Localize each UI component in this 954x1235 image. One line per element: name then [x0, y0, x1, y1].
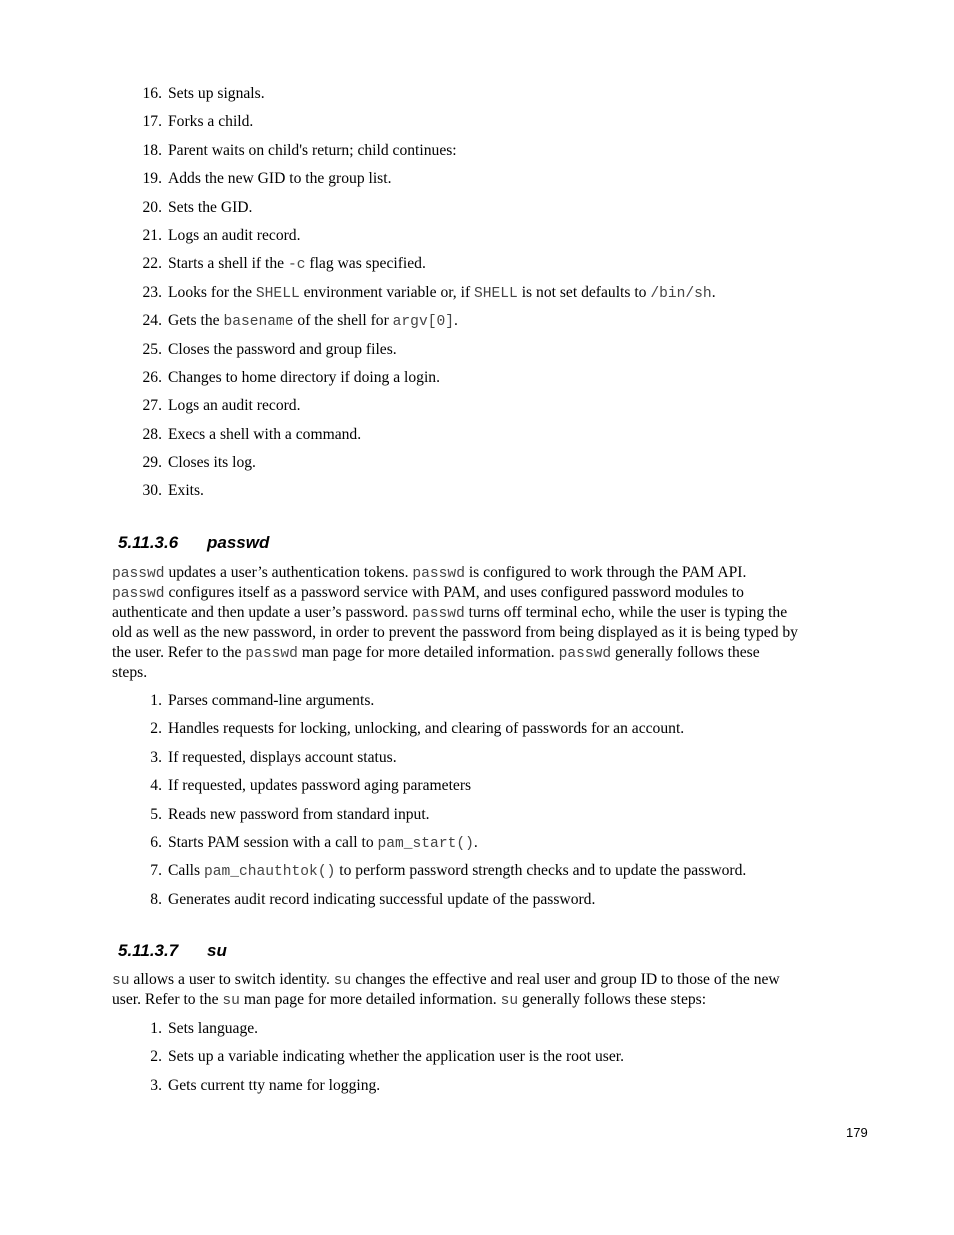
list-item-number: 1.: [150, 692, 162, 709]
section-number: 5.11.3.7: [118, 941, 179, 960]
list-item: [0, 1015, 954, 1043]
list-item: [0, 279, 954, 307]
list-item-text: [168, 801, 430, 829]
text-run: Logs an audit record.: [168, 397, 301, 415]
paragraph-line: [112, 970, 872, 990]
text-run: environment variable or, if: [299, 283, 475, 301]
list-item-text: [168, 108, 253, 136]
list-item-text: [168, 222, 301, 250]
list-item: [0, 449, 954, 477]
text-run: of the shell for: [293, 312, 393, 330]
text-run: steps.: [112, 664, 148, 681]
text-run: the user. Refer to the: [112, 644, 246, 661]
text-run: Generates audit record indicating successful update of the password.: [168, 890, 596, 908]
list-item: [0, 886, 954, 914]
text-run: Sets up a variable indicating whether the application user is the root user.: [168, 1048, 624, 1066]
code-term: su: [333, 973, 352, 989]
text-run: changes the effective and real user and group ID to those of the new: [351, 971, 780, 988]
list-item: [0, 165, 954, 193]
list-item: [0, 108, 954, 136]
list-item: [0, 194, 954, 222]
list-item-text: [168, 80, 265, 108]
list-item-number: 26.: [142, 368, 162, 386]
passwd-steps-list: [0, 687, 954, 914]
list-item-text: [168, 279, 716, 308]
text-run: Sets language.: [168, 1020, 259, 1037]
list-item-number: 24.: [142, 312, 162, 330]
paragraph-line: [112, 603, 872, 623]
code-term: passwd: [412, 606, 465, 622]
text-run: old as well as the new password, in order to prevent the password from being displayed as it is being typed by: [112, 624, 798, 641]
paragraph-line: [112, 583, 872, 603]
text-run: Logs an audit record.: [168, 226, 301, 244]
list-item-text: [168, 477, 204, 505]
passwd-description: [112, 563, 872, 683]
text-run: Parses command-line arguments.: [168, 692, 375, 709]
list-item: [0, 477, 954, 505]
list-item-text: [168, 687, 374, 715]
list-item: [0, 250, 954, 278]
list-item-text: [168, 165, 391, 193]
text-run: Sets up signals.: [168, 85, 265, 102]
text-run: .: [473, 833, 478, 851]
list-item: [0, 829, 954, 857]
list-item: [0, 1043, 954, 1071]
code-term: su: [500, 993, 519, 1009]
text-run: Calls: [168, 862, 204, 880]
list-item: [0, 336, 954, 364]
list-item: [0, 857, 954, 885]
list-item-number: 28.: [142, 425, 162, 443]
list-item-number: 16.: [142, 85, 162, 102]
text-run: is not set defaults to: [517, 283, 651, 301]
paragraph-line: [112, 563, 872, 583]
code-term: su: [222, 993, 240, 1009]
list-item-text: [168, 137, 457, 165]
text-run: Execs a shell with a command.: [168, 425, 362, 443]
text-run: turns off terminal echo, while the user is typing the: [464, 604, 788, 621]
code-term: passwd: [112, 586, 165, 602]
steps-list-continued: [0, 80, 954, 506]
list-item-text: [168, 744, 397, 772]
text-run: user. Refer to the: [112, 991, 223, 1008]
list-item-number: 1.: [150, 1020, 162, 1037]
code-term: argv[0]: [392, 314, 454, 331]
list-item-number: 3.: [150, 1076, 162, 1094]
list-item-number: 7.: [150, 862, 162, 880]
list-item: [0, 421, 954, 449]
text-run: Handles requests for locking, unlocking, and clearing of passwords for an account.: [168, 720, 685, 738]
text-run: Starts PAM session with a call to: [168, 833, 378, 851]
text-run: configures itself as a password service with PAM, and uses configured password modules to: [164, 584, 744, 601]
text-run: Starts a shell if the: [168, 255, 288, 273]
code-term: SHELL: [474, 285, 518, 302]
list-item-number: 17.: [142, 113, 162, 131]
text-run: Gets the: [168, 312, 224, 330]
list-item-number: 3.: [150, 748, 162, 766]
list-item-text: [168, 307, 458, 336]
code-term: -c: [287, 257, 306, 274]
list-item-number: 25.: [142, 340, 162, 358]
list-item-text: [168, 1043, 624, 1071]
list-item-text: [168, 1015, 258, 1043]
list-item-number: 22.: [142, 255, 162, 273]
text-run: Looks for the: [168, 283, 256, 301]
text-run: man page for more detailed information.: [297, 644, 559, 661]
list-item-text: [168, 336, 397, 364]
text-run: Changes to home directory if doing a login.: [168, 368, 440, 386]
list-item-text: [168, 364, 440, 392]
list-item: [0, 744, 954, 772]
section-title: passwd: [207, 533, 270, 552]
code-term: pam_start(): [377, 835, 474, 852]
text-run: .: [453, 312, 458, 330]
list-item: [0, 137, 954, 165]
section-heading-passwd: [118, 533, 269, 553]
list-item: [0, 772, 954, 800]
text-run: Adds the new GID to the group list.: [168, 170, 392, 188]
list-item-text: [168, 1072, 380, 1100]
code-term: pam_chauthtok(): [203, 864, 336, 881]
list-item: [0, 222, 954, 250]
list-item-number: 5.: [150, 805, 162, 823]
su-description: [112, 970, 872, 1010]
code-term: su: [112, 973, 130, 989]
text-run: Sets the GID.: [168, 198, 253, 216]
list-item-text: [168, 421, 361, 449]
list-item-number: 18.: [142, 141, 162, 159]
text-run: is configured to work through the PAM API.: [464, 564, 747, 581]
code-term: passwd: [412, 566, 465, 582]
list-item-number: 20.: [142, 198, 162, 216]
text-run: If requested, displays account status.: [168, 748, 397, 766]
section-heading-su: [118, 941, 227, 961]
text-run: Parent waits on child's return; child continues:: [168, 141, 457, 159]
list-item-text: [168, 829, 478, 858]
code-term: passwd: [558, 646, 612, 662]
text-run: to perform password strength checks and to update the password.: [335, 862, 747, 880]
list-item-number: 2.: [150, 1048, 162, 1066]
text-run: updates a user’s authentication tokens.: [164, 564, 413, 581]
text-run: man page for more detailed information.: [239, 991, 501, 1008]
list-item-number: 29.: [142, 454, 162, 472]
text-run: Forks a child.: [168, 113, 254, 131]
text-run: flag was specified.: [305, 255, 426, 273]
section-number: 5.11.3.6: [118, 533, 179, 552]
list-item-number: 19.: [142, 170, 162, 188]
paragraph-line: [112, 663, 872, 683]
list-item: [0, 392, 954, 420]
list-item-number: 4.: [150, 777, 162, 795]
list-item: [0, 364, 954, 392]
code-term: SHELL: [255, 285, 300, 302]
paragraph-line: [112, 643, 872, 663]
text-run: Reads new password from standard input.: [168, 805, 430, 823]
text-run: Closes its log.: [168, 454, 256, 472]
text-run: allows a user to switch identity.: [129, 971, 334, 988]
page-number: 179: [846, 1125, 868, 1140]
text-run: Closes the password and group files.: [168, 340, 397, 358]
list-item-text: [168, 715, 684, 743]
text-run: generally follows these: [611, 644, 760, 661]
su-steps-list: [0, 1015, 954, 1100]
list-item-text: [168, 392, 301, 420]
text-run: If requested, updates password aging parameters: [168, 777, 472, 795]
list-item: [0, 687, 954, 715]
paragraph-line: [112, 990, 872, 1010]
list-item-text: [168, 886, 595, 914]
list-item-text: [168, 772, 471, 800]
code-term: passwd: [245, 646, 298, 662]
list-item-number: 6.: [150, 833, 162, 851]
text-run: Gets current tty name for logging.: [168, 1076, 381, 1094]
list-item-number: 23.: [142, 283, 162, 301]
list-item-number: 8.: [150, 890, 162, 908]
list-item-text: [168, 449, 256, 477]
list-item-number: 2.: [150, 720, 162, 738]
list-item-text: [168, 857, 746, 886]
list-item: [0, 80, 954, 108]
list-item-number: 30.: [142, 482, 162, 500]
list-item-number: 21.: [142, 226, 162, 244]
list-item-text: [168, 194, 252, 222]
list-item: [0, 801, 954, 829]
paragraph-line: [112, 623, 872, 643]
list-item-text: [168, 250, 426, 279]
list-item: [0, 307, 954, 335]
text-run: generally follows these steps:: [518, 991, 707, 1008]
code-term: /bin/sh: [650, 285, 712, 302]
list-item-number: 27.: [142, 397, 162, 415]
list-item: [0, 715, 954, 743]
text-run: Exits.: [168, 482, 204, 500]
text-run: .: [711, 283, 716, 301]
list-item: [0, 1072, 954, 1100]
code-term: basename: [223, 314, 294, 331]
section-title: su: [207, 941, 227, 960]
text-run: authenticate and then update a user’s password.: [112, 604, 413, 621]
code-term: passwd: [112, 566, 165, 582]
